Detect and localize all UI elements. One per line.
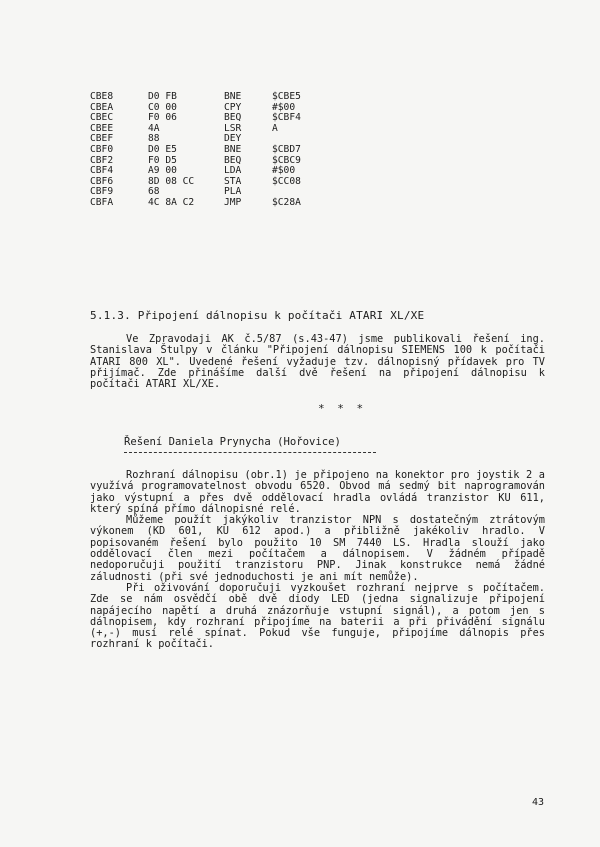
body-text [90, 470, 545, 651]
listing-address: CBEC [90, 112, 114, 124]
listing-operand: $C28A [272, 196, 301, 208]
listing-address: CBEA [90, 101, 114, 113]
listing-operand: $CBD7 [272, 143, 301, 155]
listing-bytes: C0 00 [148, 101, 177, 113]
listing-mnemonic: DEY [224, 133, 242, 145]
paragraph-3: Při oživování doporučuji vyzkoušet rozhraní nejprve s počítačem. Zde se nám osvědčí obě dvě diody LED (jedna signalizuje připojení napájecího napětí a druhá znázorňuje vstupní signál), a potom jen s dálnopisem, kdy rozhraní připojíme na baterii a při přivádění signálu (+,-) musí relé spínat. Pokud vše funguje, připojíme dálnopis přes rozhraní k počítači. [90, 581, 545, 651]
listing-bytes: D0 E5 [148, 143, 177, 155]
listing-bytes: D0 FB [148, 91, 177, 102]
listing-bytes: F0 D5 [148, 154, 177, 166]
listing-mnemonic: BEQ [224, 112, 242, 124]
listing-address: CBF2 [90, 154, 114, 166]
paragraph-1: Rozhraní dálnopisu (obr.1) je připojeno na konektor pro joystik 2 a využívá programovatelnost obvodu 6520. Obvod má sedmý bit naprogramován jako výstupní a přes dvě oddělovací hradla ovládá tranzistor KU 611, který spíná přímo dálnopisné relé. [90, 469, 545, 515]
listing-bytes: F0 06 [148, 112, 177, 124]
listing-operand: A [272, 122, 278, 134]
separator: * * * [318, 402, 367, 415]
paragraph-2: Můžeme použít jakýkoliv tranzistor NPN s dostatečným ztrátovým výkonem (KD 601, KU 612 apod.) a přibližně jakékoliv hradlo. V popisovaném řešení bylo použito 10 SM 7440 LS. Hradla slouží jako oddělovací člen mezi počítačem a dálnopisem. V žádném případě nedoporučuji použití tranzistoru PNP. Jinak konstrukce nemá žádné záludnosti (při své jednoduchosti je ani mít nemůže). [90, 514, 545, 583]
listing-bytes: 4C 8A C2 [148, 196, 195, 208]
listing-address: CBEF [90, 133, 114, 145]
subheading: Řešení Daniela Prynycha (Hořovice) [124, 436, 341, 448]
listing-mnemonic: BNE [224, 143, 242, 155]
listing-mnemonic: STA [224, 175, 242, 187]
listing-mnemonic: BEQ [224, 154, 242, 166]
listing-address: CBF6 [90, 175, 114, 187]
listing-bytes: 88 [148, 133, 160, 145]
listing-address: CBFA [90, 196, 114, 208]
listing-operand: $CBC9 [272, 154, 301, 166]
listing-operand: #$00 [272, 165, 296, 177]
listing-address: CBF9 [90, 186, 114, 198]
listing-mnemonic: LSR [224, 122, 242, 134]
listing-address: CBF0 [90, 143, 114, 155]
section-heading: 5.1.3. Připojení dálnopisu k počítači ATARI XL/XE [90, 309, 425, 322]
listing-address: CBEE [90, 122, 114, 134]
listing-address: CBF4 [90, 165, 114, 177]
listing-address: CBE8 [90, 91, 114, 102]
listing-mnemonic: PLA [224, 186, 242, 198]
listing-mnemonic: JMP [224, 196, 242, 208]
page-number: 43 [532, 797, 545, 808]
subheading-underline [124, 452, 376, 453]
listing-operand: #$00 [272, 101, 296, 113]
listing-operand: $CBF4 [272, 112, 301, 124]
listing-bytes: 68 [148, 186, 160, 198]
listing-mnemonic: BNE [224, 91, 242, 102]
listing-bytes: A9 00 [148, 165, 177, 177]
listing-operand: $CC08 [272, 175, 301, 187]
intro-paragraph: Ve Zpravodaji AK č.5/87 (s.43-47) jsme publikovali řešení ing. Stanislava Štulpy v článku "Připojení dálnopisu SIEMENS 100 k počítači ATARI 800 XL". Uvedené řešení vyžaduje tzv. dálnopisný přídavek pro TV přijímač. Zde přinášíme další dvě řešení na připojení dálnopisu k počítači ATARI XL/XE. [90, 333, 545, 391]
listing-bytes: 8D 08 CC [148, 175, 195, 187]
listing-mnemonic: CPY [224, 101, 242, 113]
listing-operand: $CBE5 [272, 91, 301, 102]
listing-mnemonic: LDA [224, 165, 242, 177]
listing-bytes: 4A [148, 122, 160, 134]
